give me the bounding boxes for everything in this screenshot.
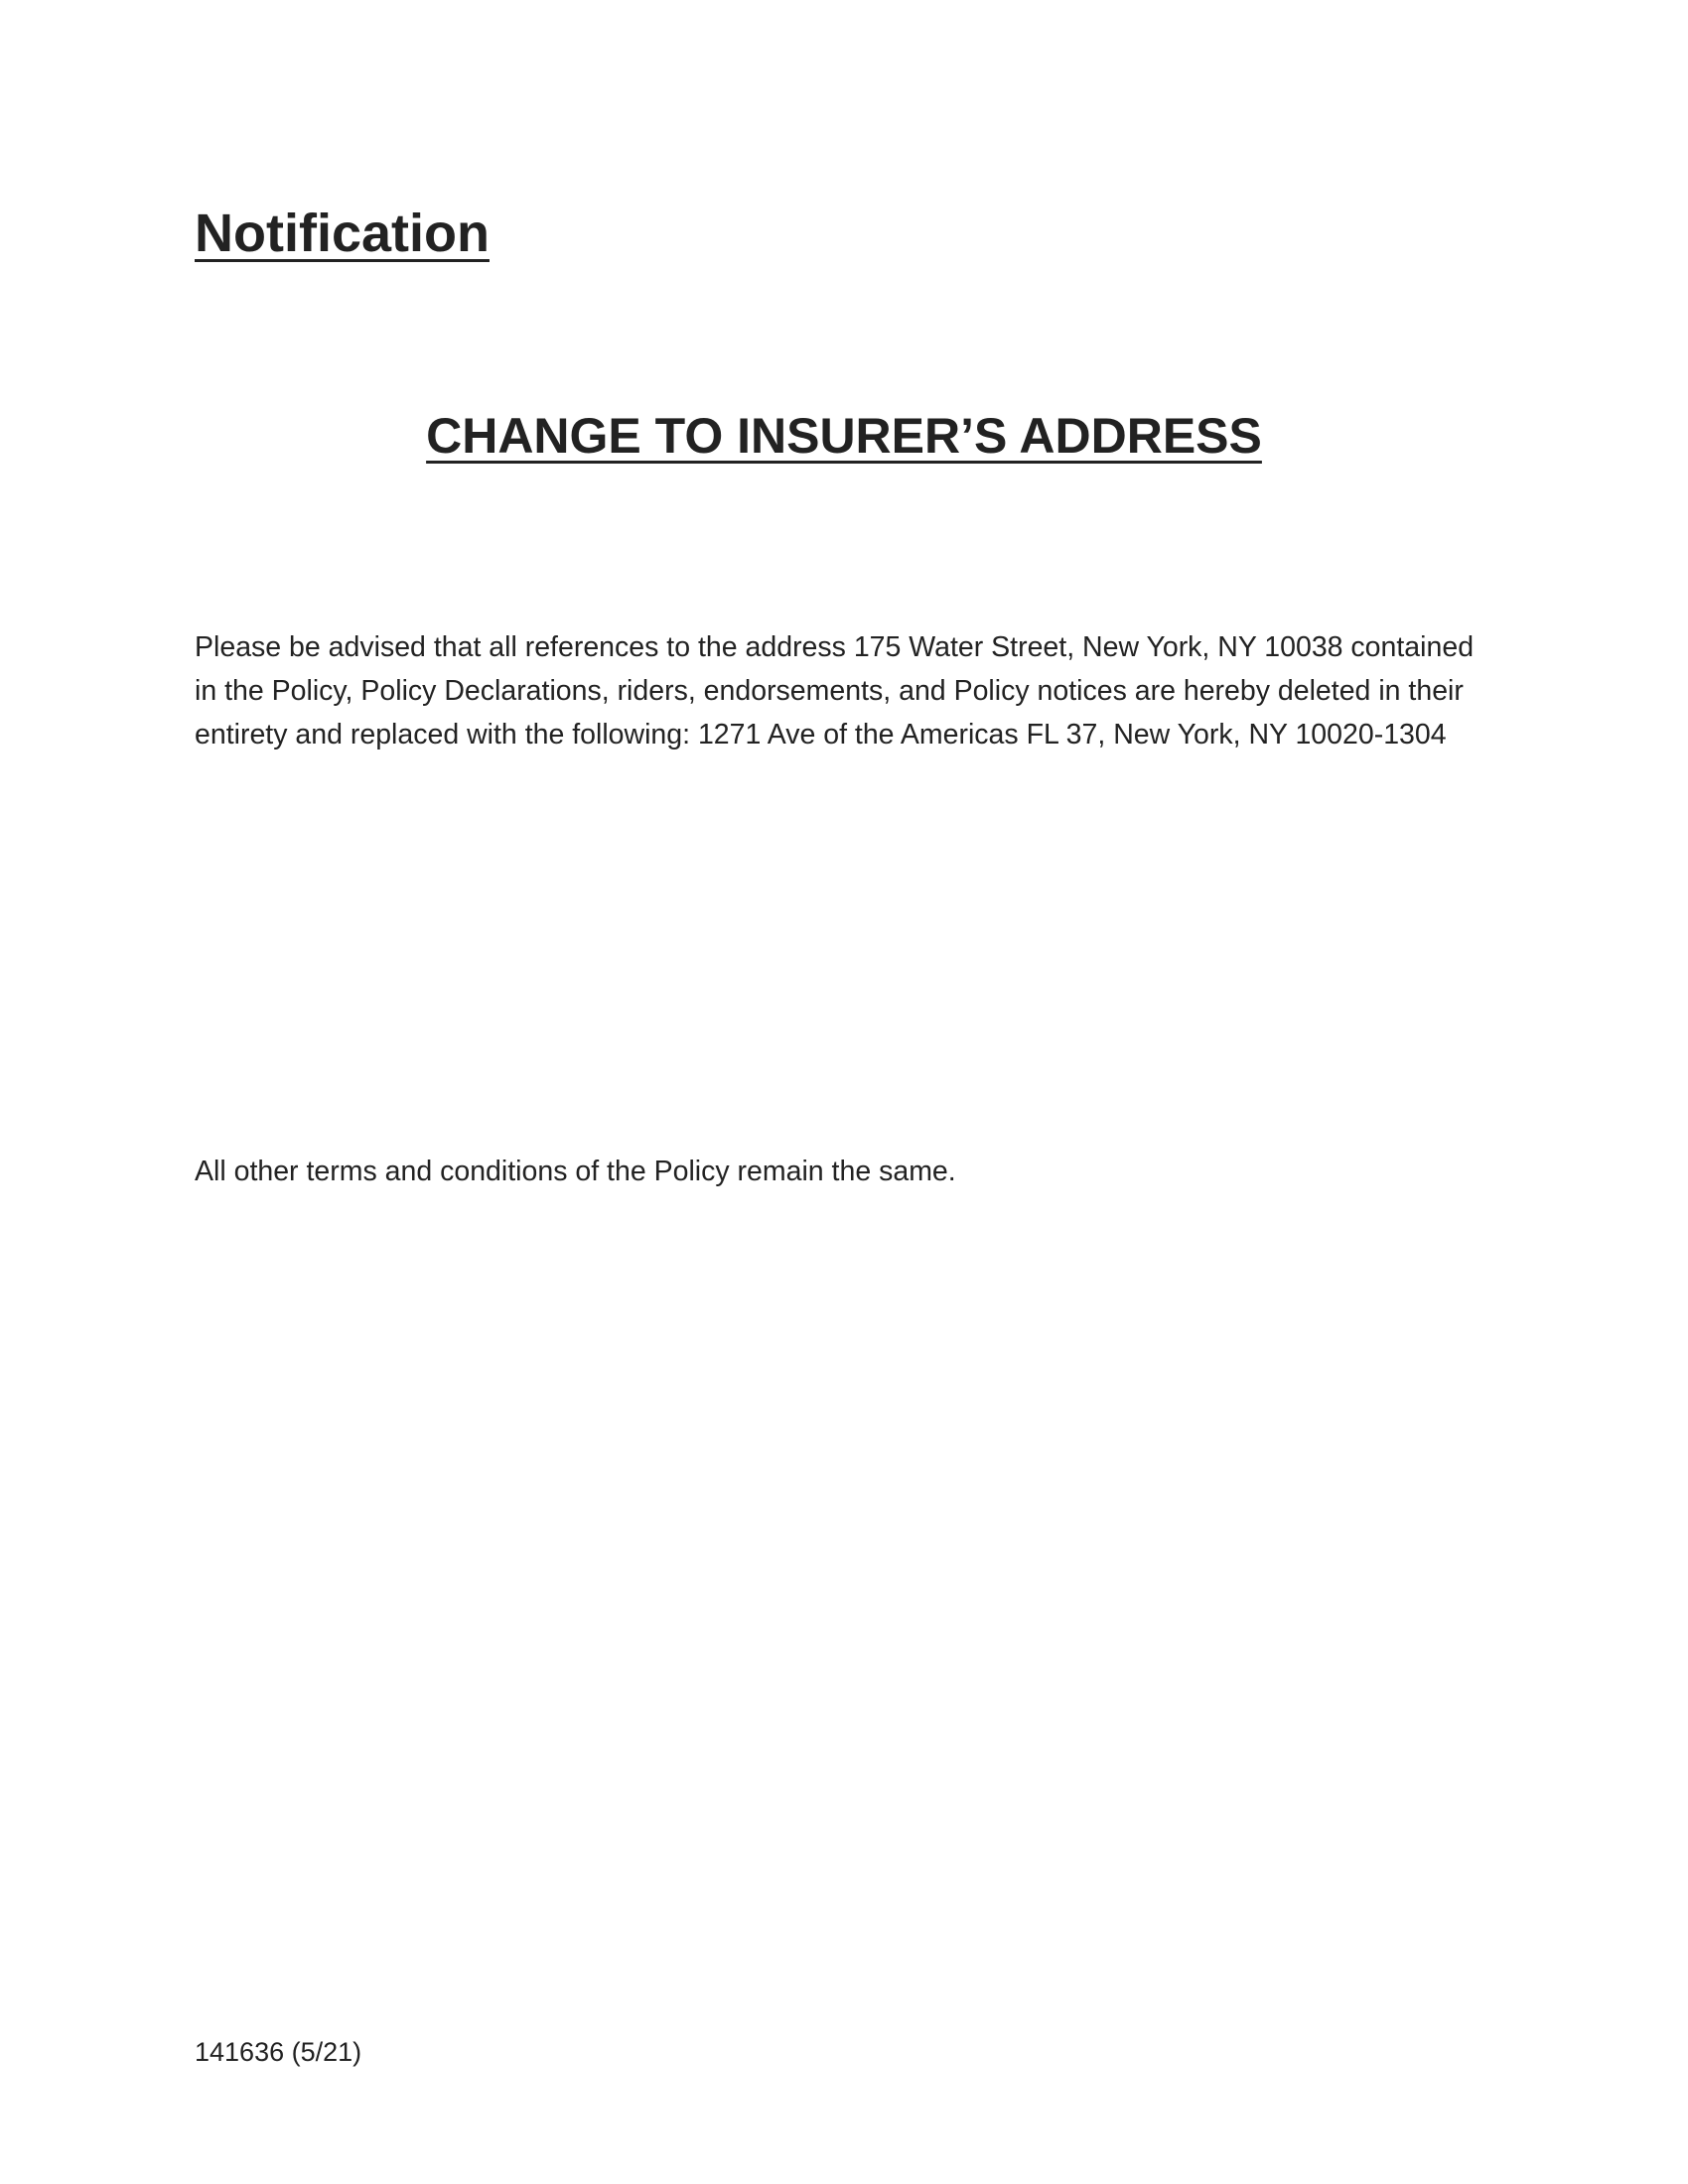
document-title: CHANGE TO INSURER’S ADDRESS <box>426 408 1262 464</box>
notification-heading: Notification <box>195 204 490 263</box>
address-change-paragraph: Please be advised that all references to the address 175 Water Street, New York, NY 10038 contained in the Policy, Policy Declarations, riders, endorsements, and Policy notices are hereby deleted in their entirety and replaced with the following: 1271 Ave of the Americas FL 37, New York, NY 10020-1304 <box>195 631 1475 751</box>
form-code: 141636 (5/21) <box>195 2037 362 2067</box>
terms-paragraph: All other terms and conditions of the Policy remain the same. <box>195 1156 956 1187</box>
